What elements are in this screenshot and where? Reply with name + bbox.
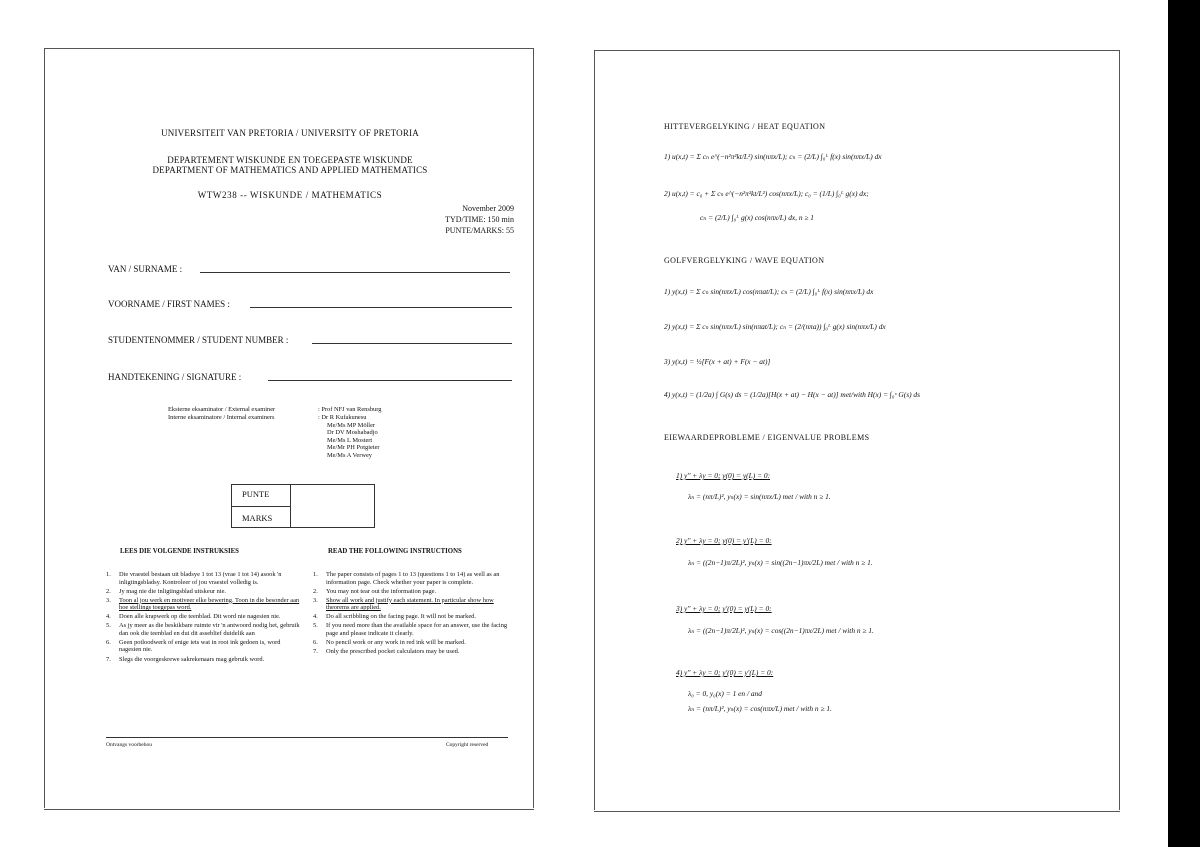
internal-examiners-list xyxy=(318,414,380,459)
instruction-item: 7. Slegs die voorgeskrewe sakrekenaars mag gebruik word. xyxy=(106,655,265,663)
internal-examiner: Me/Ms A Verwey xyxy=(327,451,372,459)
wave-formula-1: 1) y(x,t) = Σ cₙ sin(nπx/L) cos(nπat/L); cₙ = (2/L) ∫₀ᴸ f(x) sin(nπx/L) dx xyxy=(664,287,874,296)
instruction-item: 1. The paper consists of pages 1 to 13 (questions 1 to 14) as well as an information page. Check whether your paper is complete. xyxy=(313,571,500,586)
eigen-problem-2-head: 2) y'' + λy = 0; y(0) = y'(L) = 0: xyxy=(676,536,772,545)
eigen-problem-4-body2: λₙ = (nπ/L)², yₙ(x) = cos(nπx/L) met / with n ≥ 1. xyxy=(688,704,832,713)
eigen-problem-4-body: λ₀ = 0, y₀(x) = 1 en / and xyxy=(688,689,762,698)
eigenvalue-title: EIEWAARDEPROBLEME / EIGENVALUE PROBLEMS xyxy=(664,433,870,442)
wave-formula-2: 2) y(x,t) = Σ cₙ sin(nπx/L) sin(nπat/L); cₙ = (2/(nπa)) ∫₀ᴸ g(x) sin(nπx/L) dx xyxy=(664,322,886,331)
footer-rule xyxy=(106,737,508,738)
exam-marks: PUNTE/MARKS: 55 xyxy=(445,226,514,235)
instruction-item: 7. Only the prescribed pocket calculators may be used. xyxy=(313,648,460,656)
eigen-problem-1-head: 1) y'' + λy = 0; y(0) = y(L) = 0: xyxy=(676,471,771,480)
eigen-problem-2-body: λₙ = ((2n−1)π/2L)², yₙ(x) = sin((2n−1)πx/2L) met / with n ≥ 1. xyxy=(688,558,873,567)
surname-field[interactable] xyxy=(200,272,510,273)
instruction-item: 5. If you need more than the available space for an answer, use the facing page and please indicate it clearly. xyxy=(313,622,508,637)
internal-examiner: Me/Ms L Mostert xyxy=(327,436,373,444)
wave-equation-title: GOLFVERGELYKING / WAVE EQUATION xyxy=(664,256,825,265)
signature-field[interactable] xyxy=(268,380,512,381)
internal-examiner: Dr DV Moshabadjo xyxy=(327,429,378,436)
marks-label-en: MARKS xyxy=(242,513,273,523)
instruction-item: 4. Do all scribbling on the facing page. It will not be marked. xyxy=(313,613,476,621)
course-title: WTW238 -- WISKUNDE / MATHEMATICS xyxy=(197,190,383,200)
internal-examiner: Me/Mr PH Potgieter xyxy=(327,444,380,451)
instruction-item: 6. No pencil work or any work in red ink will be marked. xyxy=(313,638,466,646)
instructions-en-title: READ THE FOLLOWING INSTRUCTIONS xyxy=(328,548,462,555)
marks-box-divider xyxy=(290,485,291,527)
exam-cover-page xyxy=(0,0,578,847)
eigen-problem-3-head: 3) y'' + λy = 0; y'(0) = y(L) = 0: xyxy=(676,604,772,613)
instructions-en-list xyxy=(313,571,509,657)
instruction-item: 2. You may not tear out the information page. xyxy=(313,587,437,595)
footer-right: Copyright reserved xyxy=(446,742,489,748)
internal-examiner: Me/Ms MP Möller xyxy=(327,421,376,429)
exam-time: TYD/TIME: 150 min xyxy=(445,215,514,224)
student-number-field[interactable] xyxy=(312,343,512,344)
instruction-item: 1. Die vraestel bestaan uit bladsye 1 tot 13 (vrae 1 tot 14) asook 'n inligtingsbladsy. Kontroleer of jou vraestel volledig is. xyxy=(106,571,282,586)
department-afrikaans: DEPARTEMENT WISKUNDE EN TOEGEPASTE WISKUNDE xyxy=(167,155,413,165)
student-number-label: STUDENTENOMMER / STUDENT NUMBER : xyxy=(108,335,289,345)
marks-box[interactable] xyxy=(231,484,375,528)
instruction-item: 4. Doen alle krapwerk op die teenblad. Dit word nie nagesien nie. xyxy=(106,613,281,621)
wave-formula-4: 4) y(x,t) = (1/2a) ∫ G(s) ds = (1/2a)[H(x + at) − H(x − at)] met/with H(x) = ∫₀ˣ G(s) ds xyxy=(664,390,920,399)
footer-left: Ontvangs voorbehou xyxy=(106,742,152,748)
signature-label: HANDTEKENING / SIGNATURE : xyxy=(108,372,242,382)
instruction-item: 6. Geen potloodwerk of enige iets wat in rooi ink gedoen is, word nagesien nie. xyxy=(106,638,281,654)
heat-formula-2b: cₙ = (2/L) ∫₀ᴸ g(x) cos(nπx/L) dx, n ≥ 1 xyxy=(700,213,815,222)
heat-formula-2: 2) u(x,t) = c₀ + Σ cₙ e^(−n²π²kt/L²) cos(nπx/L); c₀ = (1/L) ∫₀ᴸ g(x) dx; xyxy=(664,189,869,198)
eigen-problem-3-body: λₙ = ((2n−1)π/2L)², yₙ(x) = cos((2n−1)πx/2L) met / with n ≥ 1. xyxy=(688,626,874,635)
university-title: UNIVERSITEIT VAN PRETORIA / UNIVERSITY OF PRETORIA xyxy=(161,128,419,138)
instructions-af-list xyxy=(106,571,302,665)
surname-label: VAN / SURNAME : xyxy=(108,264,183,274)
instruction-item: 5. As jy meer as die beskikbare ruimte vir 'n antwoord nodig het, gebruik dan ook die teenblad en dui dit asseblief duidelik aan xyxy=(106,622,300,637)
exam-date: November 2009 xyxy=(462,204,514,213)
instructions-af-title: LEES DIE VOLGENDE INSTRUKSIES xyxy=(120,548,239,555)
internal-examiners-label: Interne eksaminatore / Internal examiners xyxy=(168,414,275,421)
marks-label-af: PUNTE xyxy=(242,489,270,499)
page-frame-sides xyxy=(594,50,1120,810)
formula-sheet-page xyxy=(578,0,1168,847)
first-names-label: VOORNAME / FIRST NAMES : xyxy=(108,299,230,309)
external-examiner-name: : Prof NFJ van Rensburg xyxy=(318,406,382,413)
eigen-problem-4-head: 4) y'' + λy = 0; y'(0) = y'(L) = 0: xyxy=(676,668,774,677)
department-english: DEPARTMENT OF MATHEMATICS AND APPLIED MATHEMATICS xyxy=(152,165,428,175)
marks-box-hline xyxy=(232,506,290,507)
instruction-item: 3. Toon al jou werk en motiveer elke bewering. Toon in die besonder aan hoe stellings toegepas word. xyxy=(106,596,300,612)
first-names-field[interactable] xyxy=(250,307,512,308)
internal-examiner: : Dr R Kufakunesu xyxy=(318,414,367,421)
instruction-item: 3. Show all work and justify each statement. In particular show how theorems are applied. xyxy=(313,596,494,612)
external-examiner-label: Eksterne eksaminator / External examiner xyxy=(168,406,276,413)
eigen-problem-1-body: λₙ = (nπ/L)², yₙ(x) = sin(nπx/L) met / with n ≥ 1. xyxy=(688,492,831,501)
wave-formula-3: 3) y(x,t) = ½[F(x + at) + F(x − at)] xyxy=(664,357,771,366)
heat-equation-title: HITTEVERGELYKING / HEAT EQUATION xyxy=(664,122,826,131)
heat-formula-1: 1) u(x,t) = Σ cₙ e^(−n²π²kt/L²) sin(nπx/L); cₙ = (2/L) ∫₀ᴸ f(x) sin(nπx/L) dx xyxy=(664,152,882,161)
instruction-item: 2. Jy mag nie die inligtingsblad uitskeur nie. xyxy=(106,587,227,595)
